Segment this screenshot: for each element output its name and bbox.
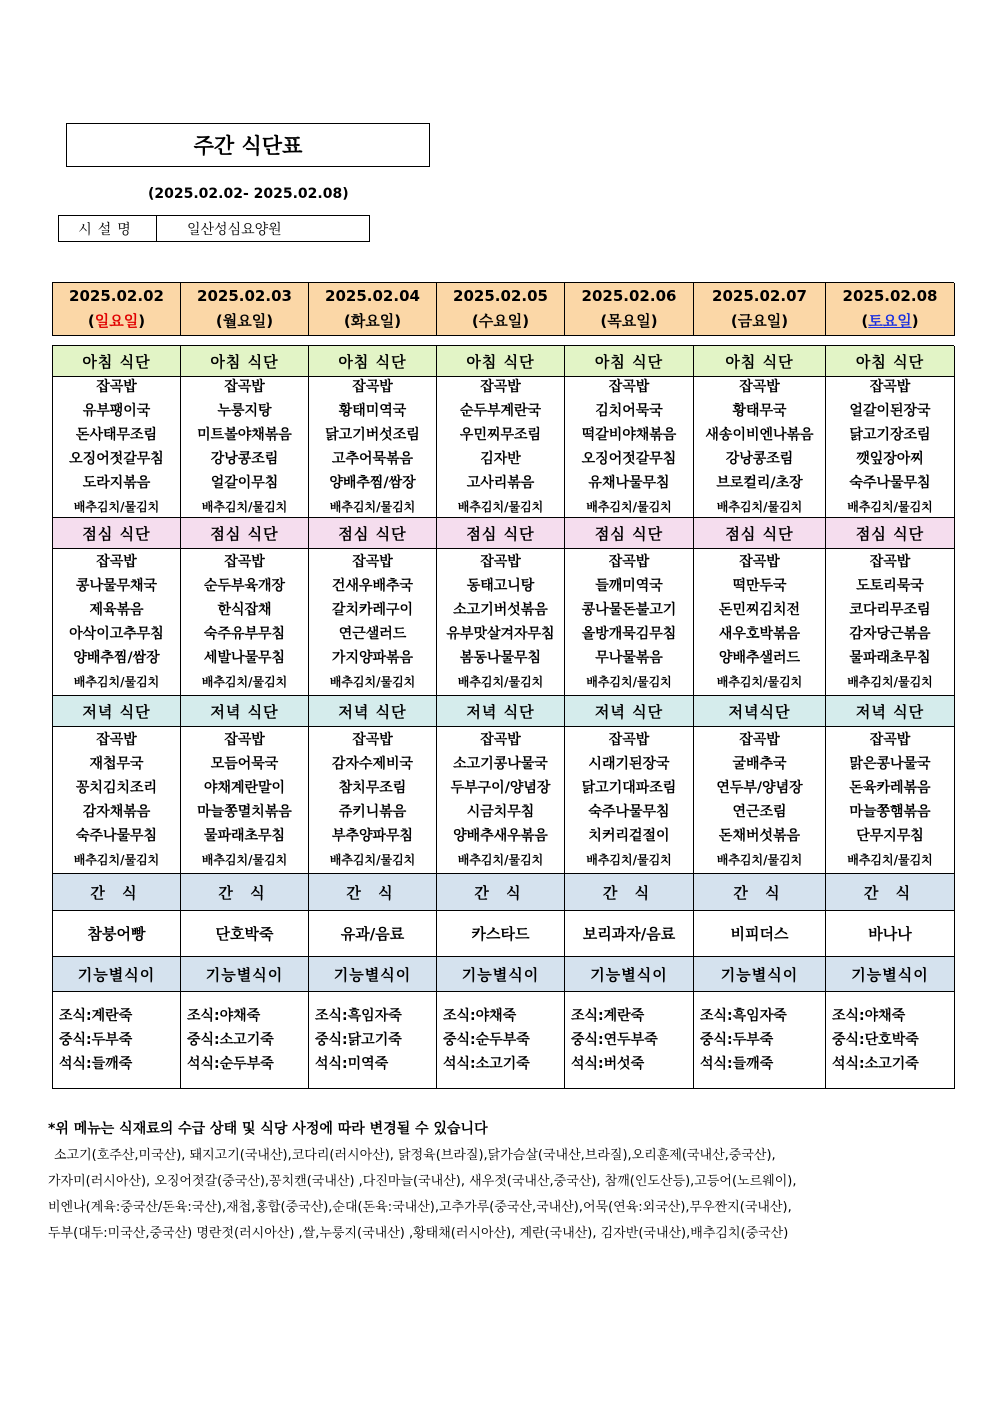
menu-item: 배추김치/물김치 — [201, 675, 288, 689]
menu-item: 돈채버섯볶음 — [718, 828, 801, 844]
dinner-menu-cell — [826, 727, 955, 874]
lunch-header: 점심 식단 — [309, 518, 437, 549]
menu-item: 배추김치/물김치 — [201, 853, 288, 867]
menu-item: 두부구이/양념장 — [450, 780, 551, 796]
day-date: 2025.02.04 — [325, 287, 420, 305]
functional-diet-item: 조식:야채죽 — [443, 1008, 517, 1024]
functional-diet-item: 중식:두부죽 — [59, 1032, 133, 1048]
menu-item: 오징어젓갈무침 — [581, 451, 677, 467]
origin-info — [48, 1143, 948, 1247]
menu-item: 한식잡채 — [217, 602, 272, 618]
functional-diet-item: 석식:소고기죽 — [832, 1056, 919, 1072]
menu-item: 닭고기버섯조림 — [325, 427, 420, 443]
weekday-name: 수요일 — [478, 312, 523, 330]
menu-item: 무나물볶음 — [595, 650, 663, 666]
dinner-menu-cell — [53, 727, 181, 874]
snack-header: 간 식 — [437, 874, 565, 911]
menu-item: 재첩무국 — [89, 756, 144, 772]
functional-diet-cell — [53, 992, 181, 1089]
snack-item: 카스타드 — [437, 911, 565, 957]
lunch-header: 점심 식단 — [181, 518, 309, 549]
menu-item: 떡만두국 — [732, 578, 787, 594]
functional-diet-cell — [565, 992, 694, 1089]
breakfast-menu-cell — [309, 377, 437, 518]
menu-item: 배추김치/물김치 — [329, 500, 416, 514]
menu-item: 배추김치/물김치 — [847, 853, 933, 867]
menu-item: 얼갈이무침 — [210, 475, 279, 491]
menu-item: 강낭콩조림 — [210, 451, 279, 467]
functional-diet-item: 중식:단호박죽 — [832, 1032, 919, 1048]
functional-diet-cell — [309, 992, 437, 1089]
menu-item: 김치어묵국 — [595, 403, 663, 419]
menu-item: 숙주나물무침 — [75, 828, 158, 844]
snack-item: 참붕어빵 — [53, 911, 181, 957]
menu-item: 잡곡밥 — [352, 554, 393, 570]
functional-diet-item: 조식:야채죽 — [832, 1008, 906, 1024]
menu-item: 잡곡밥 — [480, 732, 521, 748]
snack-header: 간 식 — [53, 874, 181, 911]
menu-item: 브로컬리/초장 — [716, 475, 803, 491]
menu-item: 마늘쫑멸치볶음 — [197, 804, 292, 820]
menu-item: 시래기된장국 — [588, 756, 670, 772]
menu-item: 양배추찜/쌈장 — [329, 475, 416, 491]
dinner-menu-cell — [309, 727, 437, 874]
menu-item: 배추김치/물김치 — [847, 500, 933, 514]
lunch-menu-cell — [565, 549, 694, 696]
menu-item: 유채나물무침 — [588, 475, 670, 491]
menu-item: 단무지무침 — [856, 828, 924, 844]
lunch-header: 점심 식단 — [565, 518, 694, 549]
dinner-header: 저녁식단 — [694, 696, 826, 727]
dinner-header: 저녁 식단 — [437, 696, 565, 727]
menu-item: 아삭이고추무침 — [69, 626, 164, 642]
menu-item: 숙주나물무침 — [849, 475, 931, 491]
menu-item: 오징어젓갈무침 — [69, 451, 164, 467]
menu-item: 들깨미역국 — [595, 578, 663, 594]
day-date: 2025.02.05 — [453, 287, 548, 305]
dinner-menu-cell — [181, 727, 309, 874]
menu-item: 쥬키니볶음 — [338, 804, 407, 820]
functional-diet-item: 석식:소고기죽 — [443, 1056, 530, 1072]
menu-item: 잡곡밥 — [739, 379, 780, 395]
menu-item: 양배추찜/쌈장 — [73, 650, 160, 666]
menu-item: 잡곡밥 — [608, 379, 650, 395]
menu-item: 가지양파볶음 — [331, 650, 414, 666]
menu-item: 물파래초무침 — [203, 828, 286, 844]
weekday-name: 목요일 — [607, 312, 651, 330]
menu-item: 배추김치/물김치 — [457, 675, 544, 689]
breakfast-menu-cell — [694, 377, 826, 518]
menu-item: 잡곡밥 — [96, 732, 137, 748]
menu-item: 고추어묵볶음 — [331, 451, 414, 467]
functional-diet-cell — [181, 992, 309, 1089]
day-header — [181, 283, 309, 336]
functional-diet-header: 기능별식이 — [826, 957, 955, 992]
functional-diet-item: 중식:순두부죽 — [443, 1032, 530, 1048]
menu-item: 굴배추국 — [732, 756, 787, 772]
menu-item: 마늘쫑햄볶음 — [849, 804, 931, 820]
menu-item: 배추김치/물김치 — [457, 853, 544, 867]
meal-table — [52, 345, 954, 1089]
menu-item: 깻잎장아찌 — [856, 451, 924, 467]
facility-name: 일산성심요양원 — [187, 221, 282, 238]
origin-line: 소고기(호주산,미국산), 돼지고기(국내산),코다리(러시아산), 닭정육(브라질),닭가슴살(국내산,브라질),오리훈제(국내산,중국산), — [54, 1148, 776, 1163]
day-date: 2025.02.02 — [69, 287, 164, 305]
menu-item: 세발나물무침 — [203, 650, 286, 666]
functional-diet-item: 석식:들깨죽 — [700, 1056, 774, 1072]
menu-item: 배추김치/물김치 — [716, 675, 803, 689]
menu-item: 연근조림 — [732, 804, 787, 820]
functional-diet-item: 중식:연두부죽 — [571, 1032, 658, 1048]
menu-item: 봄동나물무침 — [459, 650, 542, 666]
menu-item: 콩나물돈불고기 — [581, 602, 677, 618]
menu-item: 숙주유부무침 — [203, 626, 286, 642]
breakfast-header: 아침 식단 — [437, 346, 565, 377]
menu-item: 치커리겉절이 — [588, 828, 670, 844]
day-weekday: (토요일) — [861, 312, 919, 330]
menu-item: 배추김치/물김치 — [586, 500, 672, 514]
menu-item: 잡곡밥 — [96, 379, 137, 395]
menu-item: 잡곡밥 — [608, 732, 650, 748]
day-header — [53, 283, 181, 336]
lunch-menu-cell — [53, 549, 181, 696]
snack-item: 유과/음료 — [309, 911, 437, 957]
page-title: 주간 식단표 — [66, 123, 430, 167]
functional-diet-header: 기능별식이 — [437, 957, 565, 992]
facility-box — [58, 215, 370, 242]
menu-item: 얼갈이된장국 — [849, 403, 931, 419]
breakfast-header: 아침 식단 — [826, 346, 955, 377]
menu-item: 유부맛살겨자무침 — [446, 626, 555, 642]
menu-item: 부추양파무침 — [331, 828, 414, 844]
menu-item: 배추김치/물김치 — [329, 853, 416, 867]
day-header — [826, 283, 955, 336]
menu-item: 물파래초무침 — [849, 650, 931, 666]
menu-item: 소고기버섯볶음 — [453, 602, 548, 618]
menu-item: 양배추샐러드 — [718, 650, 801, 666]
menu-item: 올방개묵김무침 — [581, 626, 677, 642]
menu-item: 돈민찌김치전 — [718, 602, 801, 618]
menu-item: 강낭콩조림 — [725, 451, 794, 467]
facility-label: 시설명 — [59, 216, 157, 241]
snack-header: 간 식 — [565, 874, 694, 911]
dinner-header: 저녁 식단 — [181, 696, 309, 727]
dinner-menu-cell — [565, 727, 694, 874]
menu-item: 새우호박볶음 — [718, 626, 801, 642]
origin-line: 가자미(러시아산), 오징어젓갈(중국산),꽁치캔(국내산) ,다진마늘(국내산), 새우젓(국내산,중국산), 참깨(인도산등),고등어(노르웨이), — [48, 1174, 797, 1189]
menu-item: 돈사태무조림 — [75, 427, 158, 443]
menu-item: 잡곡밥 — [480, 379, 521, 395]
day-header — [565, 283, 694, 336]
day-date: 2025.02.08 — [842, 287, 938, 305]
snack-item: 비피더스 — [694, 911, 826, 957]
snack-header: 간 식 — [181, 874, 309, 911]
menu-item: 잡곡밥 — [352, 379, 393, 395]
day-date: 2025.02.03 — [197, 287, 292, 305]
menu-item: 배추김치/물김치 — [201, 500, 288, 514]
functional-diet-header: 기능별식이 — [565, 957, 694, 992]
origin-line: 비엔나(계육:중국산/돈육:국산),재첩,홍합(중국산),순대(돈육:국내산),고추가루(중국산,국내산),어묵(연육:외국산),무우짠지(국내산), — [48, 1200, 792, 1215]
snack-item: 바나나 — [826, 911, 955, 957]
weekday-name: 토요일 — [868, 312, 912, 330]
menu-item: 배추김치/물김치 — [716, 500, 803, 514]
menu-item: 닭고기대파조림 — [581, 780, 677, 796]
menu-item: 잡곡밥 — [739, 554, 780, 570]
dinner-menu-cell — [437, 727, 565, 874]
menu-item: 누룽지탕 — [217, 403, 272, 419]
breakfast-header: 아침 식단 — [309, 346, 437, 377]
lunch-menu-cell — [694, 549, 826, 696]
dinner-header: 저녁 식단 — [826, 696, 955, 727]
menu-item: 배추김치/물김치 — [716, 853, 803, 867]
snack-header: 간 식 — [309, 874, 437, 911]
functional-diet-item: 석식:미역죽 — [315, 1056, 389, 1072]
breakfast-header: 아침 식단 — [181, 346, 309, 377]
breakfast-header: 아침 식단 — [565, 346, 694, 377]
functional-diet-header: 기능별식이 — [309, 957, 437, 992]
menu-item: 동태고니탕 — [466, 578, 535, 594]
functional-diet-item: 중식:두부죽 — [700, 1032, 774, 1048]
menu-item: 잡곡밥 — [739, 732, 780, 748]
menu-item: 돈육카레볶음 — [849, 780, 931, 796]
menu-item: 연근샐러드 — [338, 626, 407, 642]
menu-item: 잡곡밥 — [869, 732, 911, 748]
menu-item: 맑은콩나물국 — [849, 756, 931, 772]
functional-diet-cell — [826, 992, 955, 1089]
menu-item: 배추김치/물김치 — [457, 500, 544, 514]
functional-diet-item: 중식:닭고기죽 — [315, 1032, 402, 1048]
snack-header: 간 식 — [694, 874, 826, 911]
menu-item: 콩나물무채국 — [75, 578, 158, 594]
menu-item: 숙주나물무침 — [588, 804, 670, 820]
menu-item: 우민찌무조림 — [459, 427, 542, 443]
menu-item: 유부팽이국 — [82, 403, 151, 419]
menu-item: 순두부육개장 — [203, 578, 286, 594]
dinner-header: 저녁 식단 — [53, 696, 181, 727]
menu-item: 참치무조림 — [338, 780, 407, 796]
menu-item: 감자당근볶음 — [849, 626, 931, 642]
breakfast-header: 아침 식단 — [694, 346, 826, 377]
day-date: 2025.02.07 — [712, 287, 807, 305]
menu-item: 배추김치/물김치 — [73, 675, 160, 689]
menu-item: 코다리무조림 — [849, 602, 931, 618]
day-date: 2025.02.06 — [581, 287, 677, 305]
dinner-header: 저녁 식단 — [565, 696, 694, 727]
menu-item: 미트볼야채볶음 — [197, 427, 292, 443]
breakfast-header: 아침 식단 — [53, 346, 181, 377]
menu-item: 양배추새우볶음 — [453, 828, 548, 844]
menu-item: 도토리묵국 — [856, 578, 924, 594]
menu-item: 잡곡밥 — [352, 732, 393, 748]
date-header-row — [52, 282, 954, 336]
dinner-header: 저녁 식단 — [309, 696, 437, 727]
snack-item: 단호박죽 — [181, 911, 309, 957]
weekday-name: 일요일 — [94, 312, 139, 330]
menu-item: 잡곡밥 — [869, 379, 911, 395]
menu-item: 잡곡밥 — [224, 732, 265, 748]
breakfast-menu-cell — [565, 377, 694, 518]
day-weekday: (화요일) — [343, 312, 402, 330]
menu-item: 연두부/양념장 — [716, 780, 803, 796]
functional-diet-header: 기능별식이 — [181, 957, 309, 992]
day-weekday: (목요일) — [600, 312, 658, 330]
menu-item: 배추김치/물김치 — [586, 853, 672, 867]
menu-item: 닭고기장조림 — [849, 427, 931, 443]
day-weekday: (수요일) — [471, 312, 530, 330]
functional-diet-cell — [437, 992, 565, 1089]
menu-item: 잡곡밥 — [224, 379, 265, 395]
menu-item: 배추김치/물김치 — [73, 853, 160, 867]
functional-diet-header: 기능별식이 — [694, 957, 826, 992]
menu-item: 시금치무침 — [466, 804, 535, 820]
functional-diet-item: 조식:흑임자죽 — [700, 1008, 787, 1024]
day-header — [437, 283, 565, 336]
menu-item: 제육볶음 — [89, 602, 144, 618]
functional-diet-item: 석식:들깨죽 — [59, 1056, 133, 1072]
menu-item: 모듬어묵국 — [210, 756, 279, 772]
dinner-menu-cell — [694, 727, 826, 874]
menu-item: 감자채볶음 — [82, 804, 151, 820]
weekday-name: 월요일 — [222, 312, 267, 330]
weekday-name: 금요일 — [737, 312, 782, 330]
menu-item: 떡갈비야채볶음 — [581, 427, 677, 443]
functional-diet-item: 석식:순두부죽 — [187, 1056, 274, 1072]
menu-item: 잡곡밥 — [608, 554, 650, 570]
functional-diet-item: 조식:야채죽 — [187, 1008, 261, 1024]
lunch-menu-cell — [181, 549, 309, 696]
menu-item: 배추김치/물김치 — [329, 675, 416, 689]
menu-item: 김자반 — [480, 451, 521, 467]
lunch-menu-cell — [309, 549, 437, 696]
menu-change-note: *위 메뉴는 식재료의 수급 상태 및 식당 사정에 따라 변경될 수 있습니다 — [48, 1121, 488, 1137]
functional-diet-item: 조식:흑임자죽 — [315, 1008, 402, 1024]
menu-item: 도라지볶음 — [82, 475, 151, 491]
lunch-menu-cell — [437, 549, 565, 696]
day-header — [694, 283, 826, 336]
menu-item: 배추김치/물김치 — [847, 675, 933, 689]
menu-item: 잡곡밥 — [224, 554, 265, 570]
menu-item: 잡곡밥 — [480, 554, 521, 570]
functional-diet-header: 기능별식이 — [53, 957, 181, 992]
menu-item: 잡곡밥 — [96, 554, 137, 570]
day-weekday: (월요일) — [215, 312, 274, 330]
date-range: (2025.02.02- 2025.02.08) — [148, 186, 349, 202]
day-header — [309, 283, 437, 336]
menu-item: 갈치카레구이 — [331, 602, 414, 618]
menu-item: 순두부계란국 — [459, 403, 542, 419]
breakfast-menu-cell — [53, 377, 181, 518]
functional-diet-item: 중식:소고기죽 — [187, 1032, 274, 1048]
menu-item: 배추김치/물김치 — [73, 500, 160, 514]
menu-item: 고사리볶음 — [466, 475, 535, 491]
menu-item: 소고기콩나물국 — [453, 756, 548, 772]
weekday-name: 화요일 — [350, 312, 395, 330]
menu-item: 감자수제비국 — [331, 756, 414, 772]
snack-item: 보리과자/음료 — [565, 911, 694, 957]
menu-item: 새송이비엔나볶음 — [705, 427, 814, 443]
lunch-menu-cell — [826, 549, 955, 696]
menu-item: 황태미역국 — [338, 403, 407, 419]
lunch-header: 점심 식단 — [694, 518, 826, 549]
functional-diet-cell — [694, 992, 826, 1089]
menu-item: 황태무국 — [732, 403, 787, 419]
menu-item: 꽁치김치조리 — [75, 780, 158, 796]
breakfast-menu-cell — [181, 377, 309, 518]
day-weekday: (금요일) — [730, 312, 789, 330]
origin-line: 두부(대두:미국산,중국산) 명란젓(러시아산) ,쌀,누룽지(국내산) ,황태채(러시아산), 계란(국내산), 김자반(국내산),배추김치(중국산) — [48, 1226, 789, 1241]
menu-item: 야채계란말이 — [203, 780, 286, 796]
snack-header: 간 식 — [826, 874, 955, 911]
lunch-header: 점심 식단 — [53, 518, 181, 549]
functional-diet-item: 석식:버섯죽 — [571, 1056, 645, 1072]
menu-item: 잡곡밥 — [869, 554, 911, 570]
lunch-header: 점심 식단 — [437, 518, 565, 549]
day-weekday: (일요일) — [87, 312, 146, 330]
functional-diet-item: 조식:계란죽 — [59, 1008, 133, 1024]
functional-diet-item: 조식:계란죽 — [571, 1008, 645, 1024]
menu-item: 건새우배추국 — [331, 578, 414, 594]
breakfast-menu-cell — [437, 377, 565, 518]
lunch-header: 점심 식단 — [826, 518, 955, 549]
breakfast-menu-cell — [826, 377, 955, 518]
menu-item: 배추김치/물김치 — [586, 675, 672, 689]
